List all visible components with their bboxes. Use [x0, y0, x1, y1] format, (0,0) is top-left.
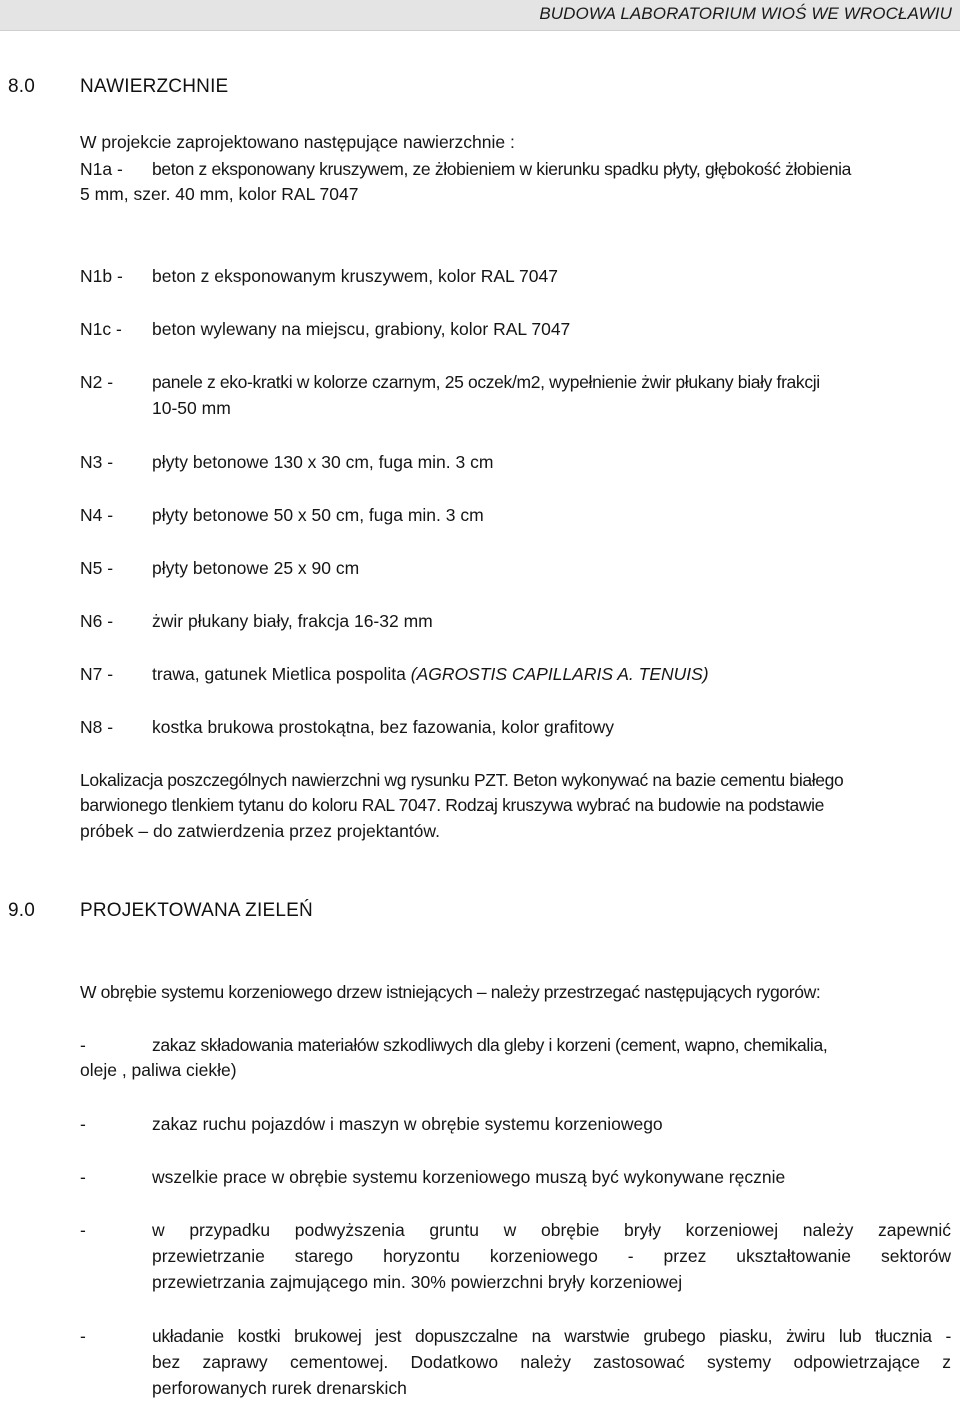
rule-3-line1: wszelkie prace w obrębie systemu korzeniowego muszą być wykonywane ręcznie	[152, 1167, 786, 1187]
surface-desc-n1b: beton z eksponowanym kruszywem, kolor RAL 7047	[152, 266, 558, 286]
rule-4-dash: -	[80, 1220, 86, 1240]
surface-desc-n7-latin-name: (AGROSTIS CAPILLARIS A. TENUIS)	[410, 664, 709, 684]
surface-desc-n8: kostka brukowa prostokątna, bez fazowania, kolor grafitowy	[152, 717, 615, 737]
rule-4-line2: przewietrzanie starego horyzontu korzeniowego - przez ukształtowanie sektorów	[152, 1246, 951, 1266]
running-header	[0, 0, 960, 31]
surface-code-n7: N7 -	[80, 664, 114, 684]
surface-code-n5: N5 -	[80, 558, 114, 578]
surface-desc-n6: żwir płukany biały, frakcja 16-32 mm	[152, 611, 433, 631]
section-8-note-line1: Lokalizacja poszczególnych nawierzchni wg rysunku PZT. Beton wykonywać na bazie cementu białego	[80, 770, 844, 790]
section-8-note-line3: próbek – do zatwierdzenia przez projektantów.	[80, 821, 440, 841]
section-8-note-line2: barwionego tlenkiem tytanu do koloru RAL 7047. Rodzaj kruszywa wybrać na budowie na podstawie	[80, 795, 825, 815]
rule-1-line2: oleje , paliwa ciekłe)	[80, 1060, 237, 1080]
rule-5-line3: perforowanych rurek drenarskich	[152, 1378, 407, 1398]
surface-code-n1c: N1c -	[80, 319, 122, 339]
surface-desc-n1a-line2: 5 mm, szer. 40 mm, kolor RAL 7047	[80, 184, 359, 204]
rule-4-line3: przewietrzania zajmującego min. 30% powierzchni bryły korzeniowej	[152, 1272, 683, 1292]
surface-code-n8: N8 -	[80, 717, 114, 737]
surface-code-n6: N6 -	[80, 611, 114, 631]
section-8-number: 8.0	[8, 76, 36, 97]
surface-code-n3: N3 -	[80, 452, 114, 472]
rule-2-dash: -	[80, 1114, 86, 1134]
surface-desc-n2-line2: 10-50 mm	[152, 398, 231, 418]
rule-1-line1: zakaz składowania materiałów szkodliwych dla gleby i korzeni (cement, wapno, chemikalia,	[152, 1035, 828, 1055]
section-9-intro: W obrębie systemu korzeniowego drzew istniejących – należy przestrzegać następujących rygorów:	[80, 982, 821, 1002]
surface-desc-n1a-line1: beton z eksponowany kruszywem, ze żłobieniem w kierunku spadku płyty, głębokość żłobienia	[152, 159, 852, 179]
surface-desc-n1c: beton wylewany na miejscu, grabiony, kolor RAL 7047	[152, 319, 571, 339]
surface-desc-n7-plain: trawa, gatunek Mietlica pospolita	[152, 664, 411, 684]
section-8-intro: W projekcie zaprojektowano następujące nawierzchnie :	[80, 132, 515, 152]
rule-5-line2: bez zaprawy cementowej. Dodatkowo należy zastosować systemy odpowietrzające z	[152, 1352, 951, 1372]
section-9-title: PROJEKTOWANA ZIELEŃ	[80, 900, 313, 921]
rule-5-dash: -	[80, 1326, 86, 1346]
rule-1-dash: -	[80, 1035, 86, 1055]
surface-code-n1a: N1a -	[80, 159, 123, 179]
section-8-title: NAWIERZCHNIE	[80, 76, 229, 97]
running-title: BUDOWA LABORATORIUM WIOŚ WE WROCŁAWIU	[539, 4, 952, 23]
rule-5-line1: układanie kostki brukowej jest dopuszczalne na warstwie grubego piasku, żwiru lub tłucznia -	[152, 1326, 951, 1346]
rule-2-line1: zakaz ruchu pojazdów i maszyn w obrębie systemu korzeniowego	[152, 1114, 663, 1134]
surface-desc-n3: płyty betonowe 130 x 30 cm, fuga min. 3 cm	[152, 452, 494, 472]
section-9-number: 9.0	[8, 900, 36, 921]
rule-3-dash: -	[80, 1167, 86, 1187]
surface-code-n1b: N1b -	[80, 266, 123, 286]
surface-desc-n2-line1: panele z eko-kratki w kolorze czarnym, 25 oczek/m2, wypełnienie żwir płukany biały frakcji	[152, 372, 820, 392]
surface-desc-n7	[152, 662, 709, 686]
surface-code-n4: N4 -	[80, 505, 114, 525]
rule-4-line1: w przypadku podwyższenia gruntu w obrębie bryły korzeniowej należy zapewnić	[152, 1220, 951, 1240]
surface-code-n2: N2 -	[80, 372, 114, 392]
surface-desc-n4: płyty betonowe 50 x 50 cm, fuga min. 3 cm	[152, 505, 484, 525]
surface-desc-n5: płyty betonowe 25 x 90 cm	[152, 558, 360, 578]
